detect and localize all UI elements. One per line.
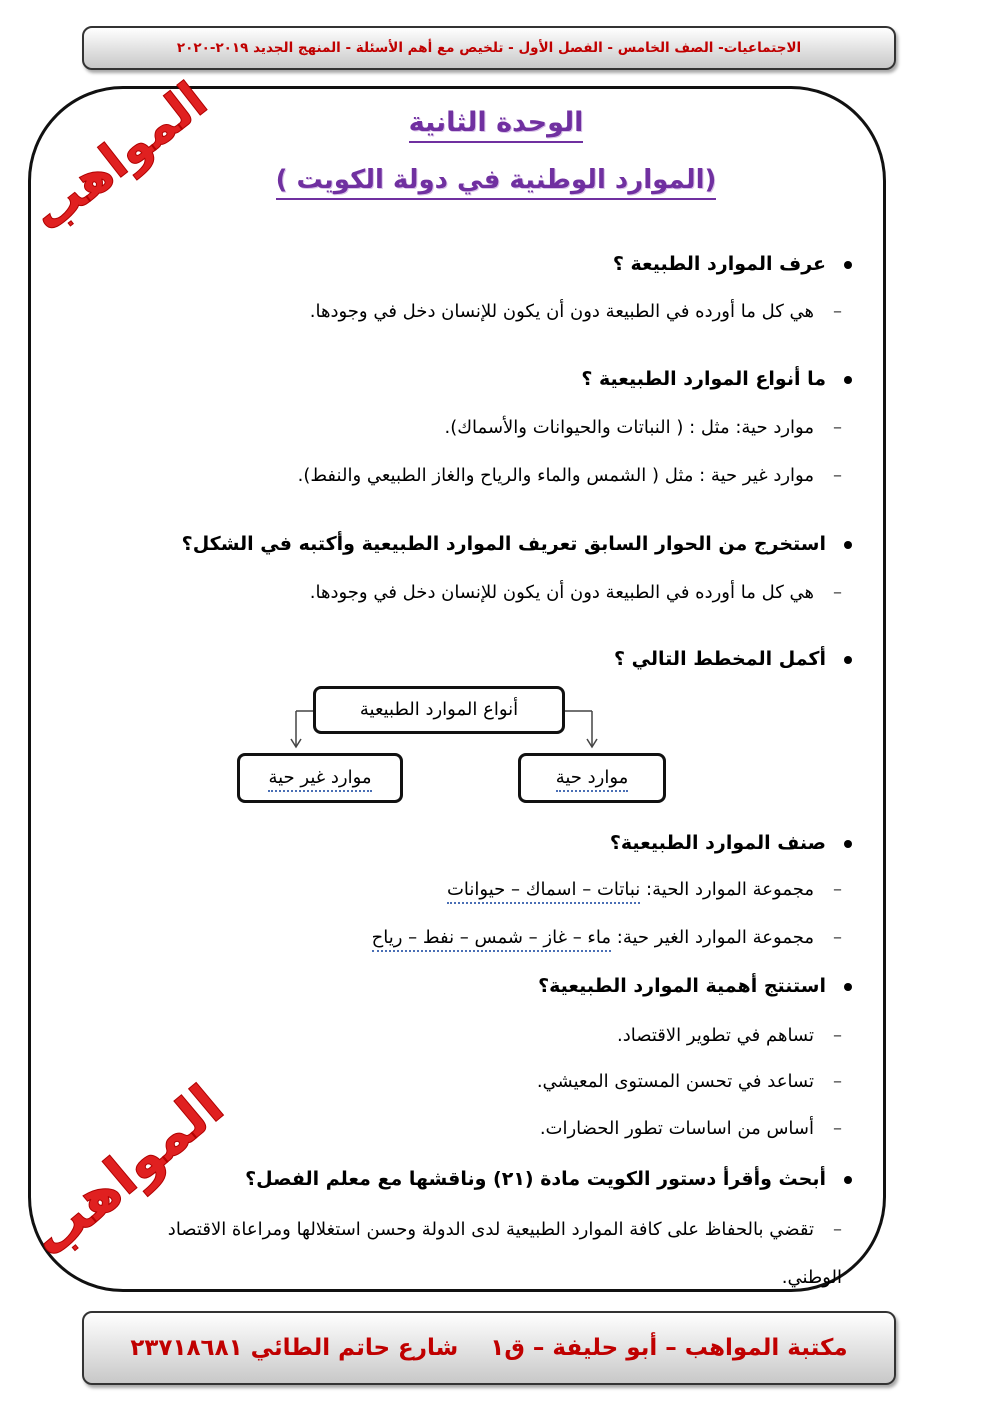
- dash-icon: –: [833, 1071, 842, 1092]
- unit-subtitle-text: (الموارد الوطنية في دولة الكويت ): [276, 165, 717, 200]
- header-text: الاجتماعيات- الصف الخامس - الفصل الأول - تلخيص مع أهم الأسئلة - المنهج الجديد ٢٠١٩-٢٠٢٠: [176, 40, 802, 56]
- diagram-root-box: أنواع الموارد الطبيعية: [313, 686, 565, 734]
- bullet-icon: [844, 840, 852, 848]
- dash-icon: –: [833, 1025, 842, 1046]
- dash-icon: –: [833, 1219, 842, 1240]
- question-diagram: أكمل المخطط التالي ؟: [614, 648, 852, 670]
- question-types: ما أنواع الموارد الطبيعية ؟: [581, 368, 852, 390]
- answer-importance-1: –تساهم في تطوير الاقتصاد.: [617, 1025, 842, 1046]
- answer-importance-3: –أساس من اساسات تطور الحضارات.: [539, 1118, 842, 1139]
- dash-icon: –: [833, 465, 842, 486]
- answer-define: –هي كل ما أورده في الطبيعة دون أن يكون للإنسان دخل في وجودها.: [309, 301, 842, 322]
- dash-icon: –: [833, 1118, 842, 1139]
- question-constitution: أبحث وأقرأ دستور الكويت مادة (٢١) وناقشها مع معلم الفصل؟: [245, 1168, 852, 1190]
- answer-classify-living: –مجموعة الموارد الحية: نباتات – اسماك – حيوانات: [447, 879, 842, 900]
- question-importance: استنتج أهمية الموارد الطبيعية؟: [538, 975, 852, 997]
- dash-icon: –: [833, 417, 842, 438]
- answer-importance-2: –تساعد في تحسن المستوى المعيشي.: [536, 1071, 842, 1092]
- diagram-nonliving-box: موارد غير حية: [237, 753, 403, 803]
- answer-classify-nonliving: –مجموعة الموارد الغير حية: ماء – غاز – شمس – نفط – رياح: [372, 927, 842, 948]
- dash-icon: –: [833, 879, 842, 900]
- footer-banner: [82, 1311, 896, 1385]
- dash-icon: –: [833, 301, 842, 322]
- answer-constitution: –تقضي بالحفاظ على كافة الموارد الطبيعية لدى الدولة وحسن استغلالها ومراعاة الاقتصاد الوطني.: [122, 1206, 842, 1302]
- bullet-icon: [844, 983, 852, 991]
- dash-icon: –: [833, 582, 842, 603]
- question-classify: صنف الموارد الطبيعية؟: [610, 832, 852, 854]
- stamp-text: المواهب: [17, 1072, 237, 1271]
- diagram-living-box: موارد حية: [518, 753, 666, 803]
- unit-title-text: الوحدة الثانية: [409, 107, 584, 143]
- question-define: عرف الموارد الطبيعة ؟: [613, 253, 852, 275]
- bullet-icon: [844, 1176, 852, 1184]
- answer-types-nonliving: –موارد غير حية : مثل ( الشمس والماء والرياح والغاز الطبيعي والنفط).: [297, 465, 842, 486]
- answer-types-living: –موارد حية: مثل : ( النباتات والحيوانات والأسماك).: [444, 417, 842, 438]
- answer-extract: –هي كل ما أورده في الطبيعة دون أن يكون للإنسان دخل في وجودها.: [309, 582, 842, 603]
- stamp-text: المواهب: [20, 70, 218, 244]
- footer-text: مكتبة المواهب – أبو حليفة – ق١ شارع حاتم الطائي ٢٣٧١٨٦٨١: [130, 1335, 848, 1361]
- question-extract: استخرج من الحوار السابق تعريف الموارد الطبيعية وأكتبه في الشكل؟: [182, 533, 852, 555]
- dash-icon: –: [833, 927, 842, 948]
